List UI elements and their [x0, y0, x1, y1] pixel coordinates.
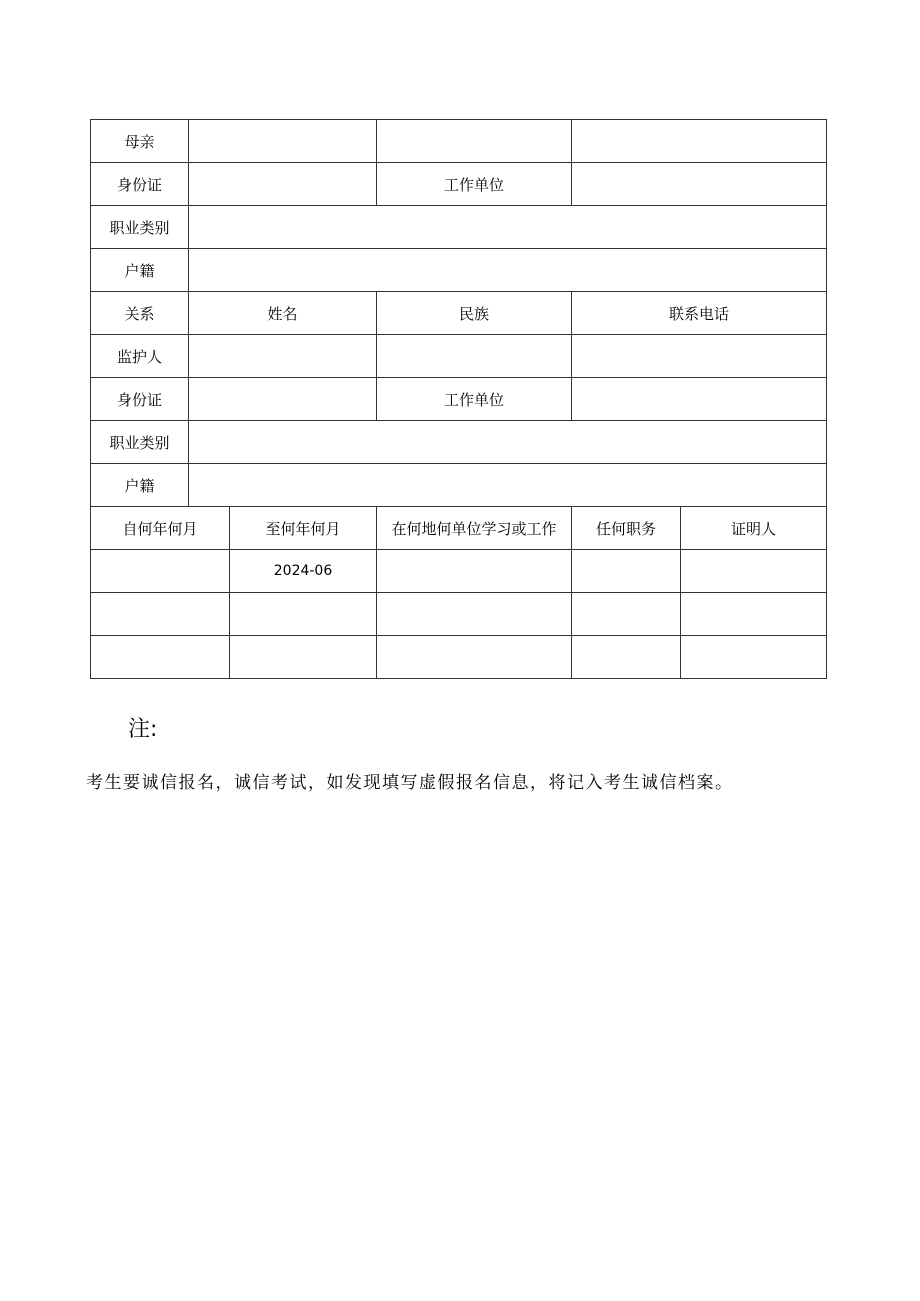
history-place-field[interactable]	[377, 550, 572, 593]
mother-id-field[interactable]	[189, 163, 377, 206]
mother-ethnicity-field[interactable]	[377, 120, 572, 163]
name-header: 姓名	[189, 292, 377, 335]
guardian-id-row	[91, 378, 827, 421]
history-to-field[interactable]: 2024-06	[230, 550, 377, 593]
guardian-phone-field[interactable]	[572, 335, 827, 378]
history-from-field[interactable]	[91, 636, 230, 679]
guardian-id-field[interactable]	[189, 378, 377, 421]
guardian-work-unit-label: 工作单位	[377, 378, 572, 421]
mother-name-field[interactable]	[189, 120, 377, 163]
guardian-label: 监护人	[91, 335, 189, 378]
history-to-field[interactable]	[230, 593, 377, 636]
mother-household-label: 户籍	[91, 249, 189, 292]
guardian-ethnicity-field[interactable]	[377, 335, 572, 378]
history-place-field[interactable]	[377, 593, 572, 636]
mother-work-unit-field[interactable]	[572, 163, 827, 206]
history-from-field[interactable]	[91, 550, 230, 593]
guardian-occupation-row	[91, 421, 827, 464]
history-place-field[interactable]	[377, 636, 572, 679]
mother-household-field[interactable]	[189, 249, 827, 292]
from-date-header: 自何年何月	[91, 507, 230, 550]
history-to-field[interactable]	[230, 636, 377, 679]
mother-id-label: 身份证	[91, 163, 189, 206]
mother-occupation-label: 职业类别	[91, 206, 189, 249]
history-position-field[interactable]	[572, 636, 681, 679]
history-witness-field[interactable]	[681, 593, 827, 636]
mother-household-row	[91, 249, 827, 292]
mother-label: 母亲	[91, 120, 189, 163]
position-header: 任何职务	[572, 507, 681, 550]
guardian-household-label: 户籍	[91, 464, 189, 507]
note-title: 注:	[128, 717, 158, 742]
relation-header: 关系	[91, 292, 189, 335]
guardian-occupation-label: 职业类别	[91, 421, 189, 464]
note-text: 考生要诚信报名，诚信考试，如发现填写虚假报名信息，将记入考生诚信档案。	[86, 773, 734, 793]
guardian-name-field[interactable]	[189, 335, 377, 378]
table-row	[91, 593, 827, 636]
witness-header: 证明人	[681, 507, 827, 550]
mother-occupation-field[interactable]	[189, 206, 827, 249]
registration-form-table	[90, 119, 827, 679]
history-witness-field[interactable]	[681, 636, 827, 679]
history-position-field[interactable]	[572, 550, 681, 593]
mother-row	[91, 120, 827, 163]
to-date-header: 至何年何月	[230, 507, 377, 550]
guardian-household-row	[91, 464, 827, 507]
mother-work-unit-label: 工作单位	[377, 163, 572, 206]
ethnicity-header: 民族	[377, 292, 572, 335]
guardian-occupation-field[interactable]	[189, 421, 827, 464]
history-from-field[interactable]	[91, 593, 230, 636]
phone-header: 联系电话	[572, 292, 827, 335]
history-header-row	[91, 507, 827, 550]
guardian-work-unit-field[interactable]	[572, 378, 827, 421]
history-position-field[interactable]	[572, 593, 681, 636]
guardian-id-label: 身份证	[91, 378, 189, 421]
guardian-household-field[interactable]	[189, 464, 827, 507]
mother-occupation-row	[91, 206, 827, 249]
guardian-header-row	[91, 292, 827, 335]
mother-phone-field[interactable]	[572, 120, 827, 163]
place-header: 在何地何单位学习或工作	[377, 507, 572, 550]
guardian-row	[91, 335, 827, 378]
history-witness-field[interactable]	[681, 550, 827, 593]
table-row	[91, 636, 827, 679]
table-row	[91, 550, 827, 593]
mother-id-row	[91, 163, 827, 206]
